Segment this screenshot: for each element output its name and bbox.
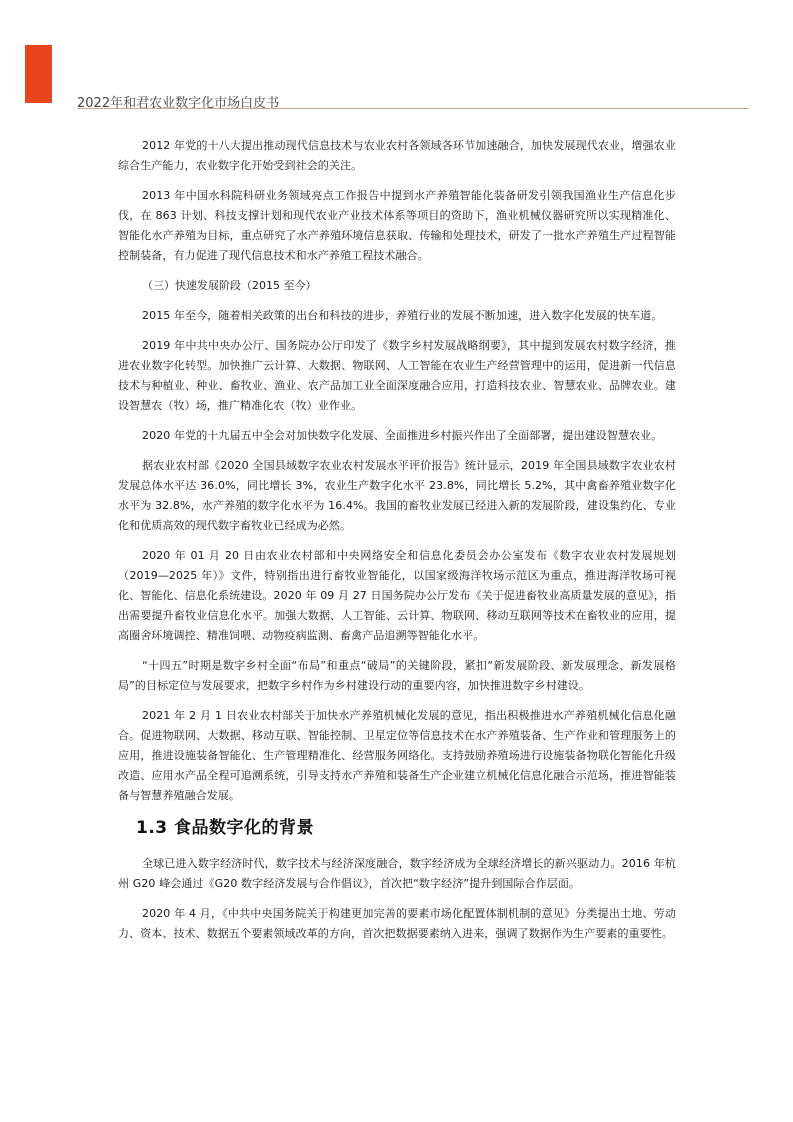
paragraph-2021: 2021 年 2 月 1 日农业农村部关于加快水产养殖机械化发展的意见，指出积极推进水产养殖机械化信息化融合。促进物联网、大数据、移动互联、智能控制、卫星定位等信息技术在水产养殖装备、生产作业和管理服务上的应用，推进设施装备智能化、生产管理精准化、经营服务网络化。支持鼓励养殖场进行设施装备物联化智能化升级改造、应用水产品全程可追溯系统，引导支持水产养殖和装备生产企业建立机械化信息化融合示范场，推进智能装备与智慧养殖融合发展。 (118, 709, 676, 802)
page-body (118, 136, 676, 954)
paragraph-2020-plan: 2020 年 01 月 20 日由农业农村部和中央网络安全和信息化委员会办公室发布《数字农业农村发展规划（2019—2025 年）》文件，特别指出进行畜牧业智能化，以国家级海洋牧场示范区为重点，推进海洋牧场可视化、智能化、信息化系统建设。2020 年 09 月 27 日国务院办公厅发布《关于促进畜牧业高质量发展的意见》，指出需要提升畜牧业信息化水平。加强大数据、人工智能、云计算、物联网、移动互联网等技术在畜牧业的应用，提高圈舍环境调控、精准饲喂、动物疫病监测、畜禽产品追溯等智能化水平。 (118, 549, 676, 642)
paragraph-digital-economy: 全球已进入数字经济时代，数字技术与经济深度融合，数字经济成为全球经济增长的新兴驱动力。2016 年杭州 G20 峰会通过《G20 数字经济发展与合作倡议》，首次把“数字经济”提升到国际合作层面。 (118, 857, 676, 890)
subsection-heading-rapid-development: （三）快速发展阶段（2015 至今） (142, 279, 317, 292)
paragraph-2013: 2013 年中国水科院科研业务领域亮点工作报告中提到水产养殖智能化装备研发引领我国渔业生产信息化步伐，在 863 计划、科技支撑计划和现代农业产业技术体系等项目的资助下，渔业机械仪器研究所以实现精准化、智能化水产养殖为目标，重点研究了水产养殖环境信息获取、传输和处理技术，研发了一批水产养殖生产过程智能控制装备，有力促进了现代信息技术和水产养殖工程技术融合。 (118, 189, 676, 262)
section-heading-1-3: 1.3 食品数字化的背景 (136, 818, 315, 838)
paragraph-14th-five-year: “十四五”时期是数字乡村全面“布局”和重点“破局”的关键阶段，紧扣“新发展阶段、新发展理念、新发展格局”的目标定位与发展要求，把数字乡村作为乡村建设行动的重要内容，加快推进数字乡村建设。 (118, 659, 676, 692)
running-header-title: 2022年和君农业数字化市场白皮书 (77, 96, 280, 111)
header-divider (77, 108, 749, 109)
paragraph-2020-april: 2020 年 4 月，《中共中央国务院关于构建更加完善的要素市场化配置体制机制的意见》分类提出土地、劳动力、资本、技术、数据五个要素领域改革的方向，首次把数据要素纳入进来，强调了数据作为生产要素的重要性。 (118, 907, 676, 940)
paragraph-2012: 2012 年党的十八大提出推动现代信息技术与农业农村各领域各环节加速融合，加快发展现代农业，增强农业综合生产能力，农业数字化开始受到社会的关注。 (118, 139, 676, 172)
paragraph-2019: 2019 年中共中央办公厅、国务院办公厅印发了《数字乡村发展战略纲要》，其中提到发展农村数字经济，推进农业数字化转型。加快推广云计算、大数据、物联网、人工智能在农业生产经营管理中的运用，促进新一代信息技术与种植业、种业、畜牧业、渔业、农产品加工业全面深度融合应用，打造科技农业、智慧农业、品牌农业。建设智慧农（牧）场，推广精准化农（牧）业作业。 (118, 339, 676, 412)
paragraph-2015: 2015 年至今，随着相关政策的出台和科技的进步，养殖行业的发展不断加速，进入数字化发展的快车道。 (142, 309, 663, 322)
paragraph-county-report: 据农业农村部《2020 全国县域数字农业农村发展水平评价报告》统计显示，2019 年全国县域数字农业农村发展总体水平达 36.0%，同比增长 3%，农业生产数字化水平 23.8%，同比增长 5.2%，其中禽畜养殖业数字化水平为 32.8%，水产养殖的数字化水平为 16.4%。我国的畜牧业发展已经进入新的发展阶段，建设集约化、专业化和优质高效的现代数字畜牧业已经成为必然。 (118, 459, 676, 532)
header-accent-bar (25, 45, 52, 103)
paragraph-2020-plenary: 2020 年党的十九届五中全会对加快数字化发展、全面推进乡村振兴作出了全面部署，提出建设智慧农业。 (142, 429, 663, 442)
